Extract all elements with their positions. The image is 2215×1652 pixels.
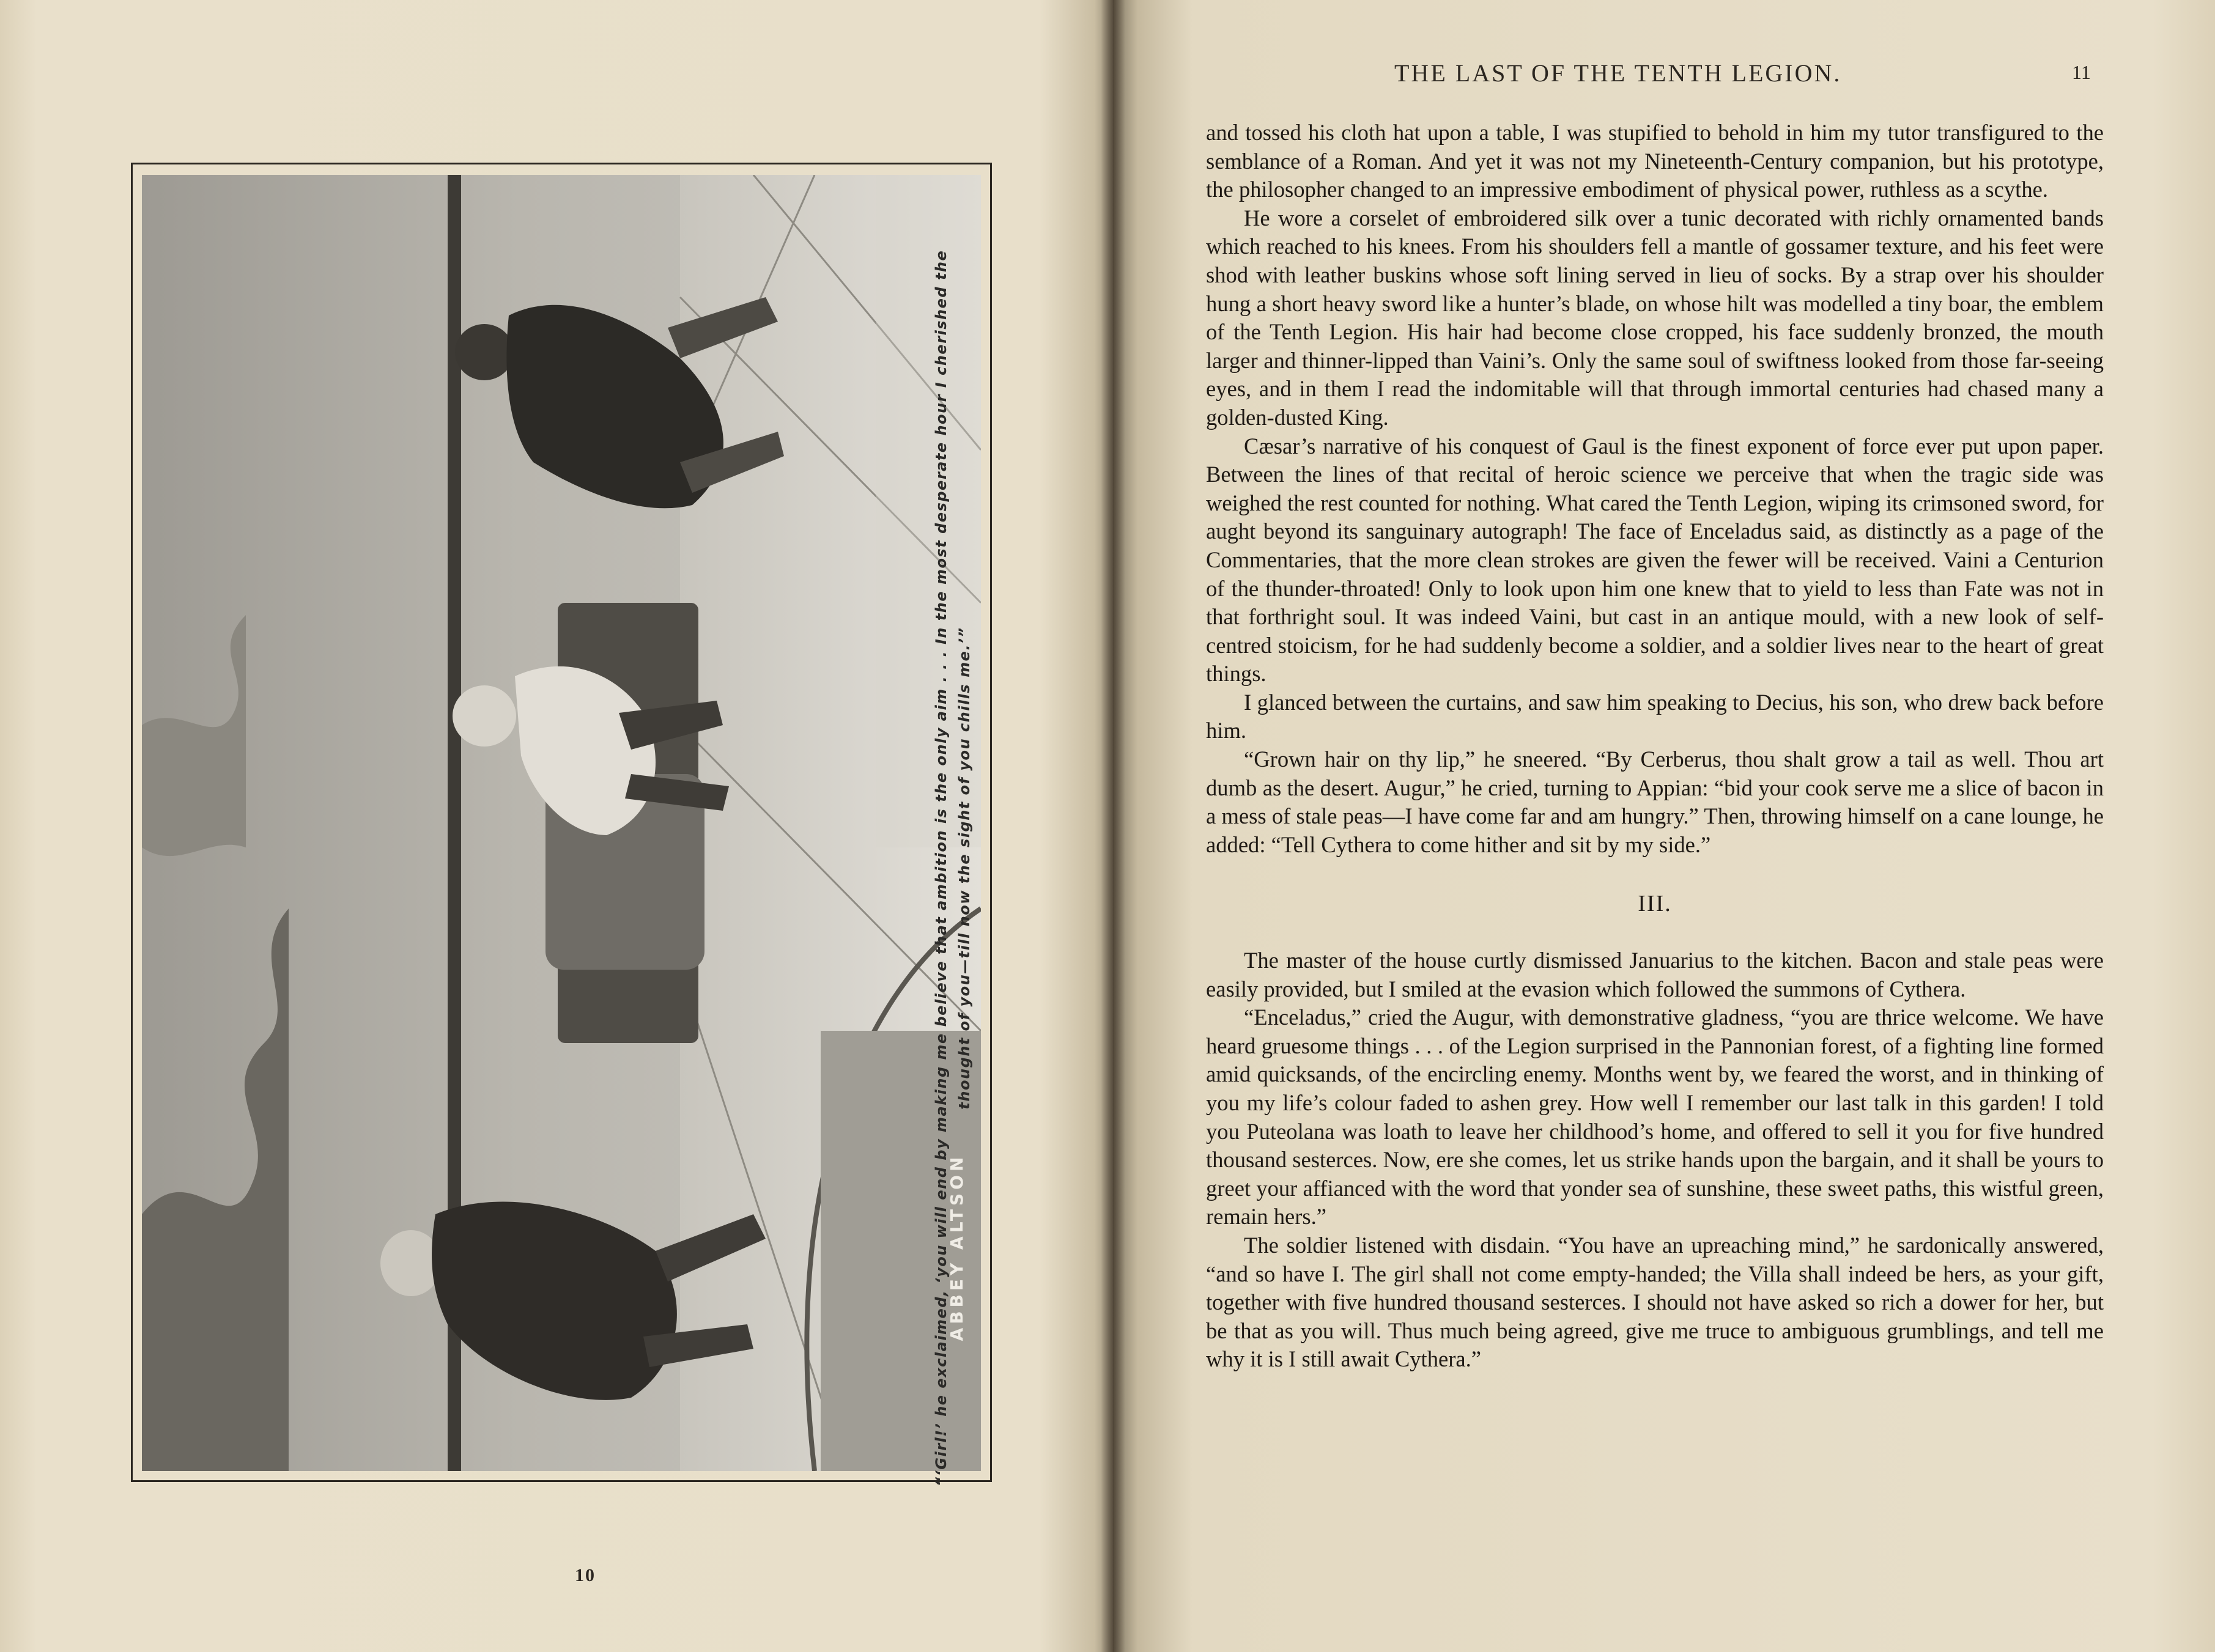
caption-line-1: “‘Girl!’ he exclaimed, ‘you will end by making me believe that ambition is the only aim . . . In the most desperate hour I cherished the <box>933 249 950 1487</box>
section-heading: III. <box>1638 891 1672 917</box>
paragraph: He wore a corselet of embroidered silk over a tunic decorated with richly ornamented bands which reached to his knees. From his shoulders fell a mantle of gossamer texture, and his feet were shod with leather buskins whose soft lining served in lieu of socks. By a strap over his shoulder hung a short heavy sword like a hunter’s blade, on whose hilt was modelled a tiny boar, the emblem of the Tenth Legion. His hair had become close cropped, his face suddenly bronzed, the mouth larger and thinner-lipped than Vaini’s. Only the same soul of swiftness looked from those far-seeing eyes, and in them I read the indomitable will that through immortal centuries had chased many a golden-dusted King. <box>1206 205 2104 430</box>
running-head: THE LAST OF THE TENTH LEGION. <box>1394 59 1842 87</box>
paragraph: I glanced between the curtains, and saw him speaking to Decius, his son, who drew back before him. <box>1206 689 2104 743</box>
body-text <box>1206 119 2104 1374</box>
right-page-number: 11 <box>2072 61 2091 83</box>
book-gutter <box>1101 0 1125 1652</box>
paragraph: The soldier listened with disdain. “You have an upreaching mind,” he sardonically answered, “and so have I. The girl shall not come empty-handed; the Villa shall indeed be hers, as your gift, together with five hundred thousand sesterces. I should not have asked so rich a dower for her, but be that as you will. Thus much being agreed, give me truce to ambiguous grumblings, and tell me why it is I still await Cythera.” <box>1206 1232 2104 1372</box>
left-page-number: 10 <box>575 1565 596 1585</box>
paragraph: The master of the house curtly dismissed Januarius to the kitchen. Bacon and stale peas were easily provided, but I smiled at the evasion which followed the summons of Cythera. <box>1206 948 2104 1001</box>
caption-line-2: thought of you—till now the sight of you chills me.’” <box>956 627 973 1110</box>
paragraph: Cæsar’s narrative of his conquest of Gaul is the finest exponent of force ever put upon paper. Between the lines of that recital of heroic science we perceive that when the tragic side was weighed the rest counted for nothing. What cared the Tenth Legion, wiping its crimsoned sword, for aught beyond its sanguinary autograph! The face of Enceladus said, as distinctly as a page of the Commentaries, that the more clean strokes are given the fewer will be received. Vaini a Centurion of the thunder-throated! Only to look upon him one knew that to yield to less than Fate was not in that forthright soul. It was indeed Vaini, but cast in an antique mould, with a new look of self-centred stoicism, for he had suddenly become a soldier, and a soldier lives near to the heart of great things. <box>1206 433 2104 687</box>
illustration-drawing <box>142 175 981 1471</box>
illustration-plate <box>142 175 981 1471</box>
paragraph: “Grown hair on thy lip,” he sneered. “By Cerberus, thou shalt grow a tail as well. Thou art dumb as the desert. Augur,” he cried, turning to Appian: “bid your cook serve me a slice of bacon in a mess of stale peas—I have come far and am hungry.” Then, throwing himself on a cane lounge, he added: “Tell Cythera to come hither and sit by my side.” <box>1206 747 2104 857</box>
artist-signature-text: ABBEY ALTSON <box>947 1153 967 1341</box>
paragraph: and tossed his cloth hat upon a table, I was stupified to behold in him my tutor transfigured to the semblance of a Roman. And yet it was not my Nineteenth-Century companion, but his prototype, the philosopher changed to an impressive embodiment of physical power, ruthless as a scythe. <box>1206 120 2104 202</box>
paragraph: “Enceladus,” cried the Augur, with demonstrative gladness, “you are thrice welcome. We have heard gruesome things . . . of the Legion surprised in the Pannonian forest, of a fighting line formed amid quicksands, of the encircling enemy. Months went by, we feared the worst, and in thinking of you my life’s colour faded to ashen grey. How well I remember our last talk in this garden! I told you Puteolana was loath to leave her childhood’s home, and offered to sell it you for five hundred thousand sesterces. Now, ere she comes, let us strike hands upon the bargain, and it shall be yours to greet your affianced with the word that yonder sea of sunshine, these sweet paths, this wistful green, remain hers.” <box>1206 1005 2104 1230</box>
